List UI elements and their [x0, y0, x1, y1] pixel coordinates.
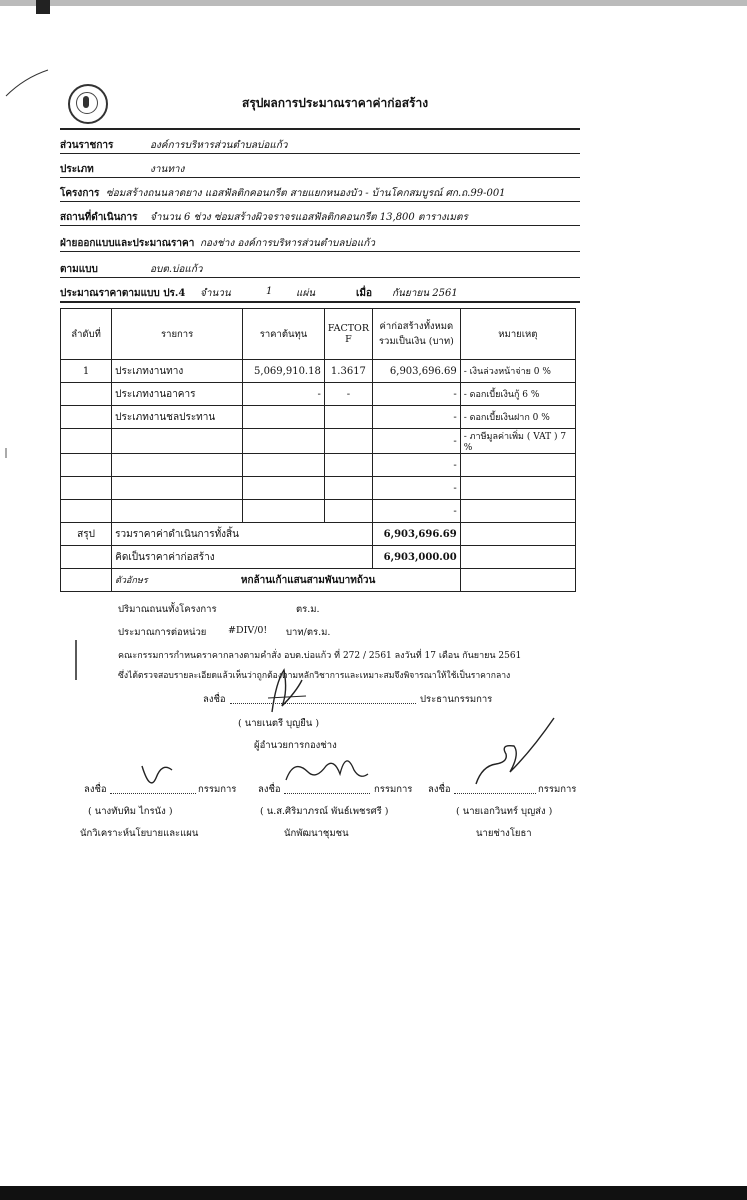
document-title: สรุปผลการประมาณราคาค่าก่อสร้าง	[242, 96, 429, 110]
header-item: รายการ	[112, 309, 243, 360]
header-no: ลำดับที่	[61, 309, 112, 360]
when-label: เมื่อ	[356, 288, 373, 299]
row-item	[112, 500, 243, 523]
table-row	[61, 429, 576, 454]
summary-spacer	[61, 546, 112, 569]
row-item	[112, 429, 243, 454]
row-cost	[243, 406, 325, 429]
member2-role: กรรมการ	[374, 784, 413, 795]
summary-rounded-row	[61, 546, 576, 569]
total-cost-label: รวมราคาค่าดำเนินการทั้งสิ้น	[112, 523, 373, 546]
row-note	[460, 454, 575, 477]
row-note	[460, 477, 575, 500]
row-note	[460, 500, 575, 523]
table-header-row	[61, 309, 576, 360]
row-no	[61, 500, 112, 523]
row-no	[61, 383, 112, 406]
unit-price-unit: บาท/ตร.ม.	[286, 627, 331, 638]
scan-bottom-edge	[0, 1186, 747, 1200]
row-factor	[324, 406, 372, 429]
row-factor: -	[324, 383, 372, 406]
scan-stroke-mark	[6, 70, 48, 96]
divider	[60, 251, 580, 252]
member2-position: นักพัฒนาชุมชน	[284, 828, 349, 839]
type-value: งานทาง	[150, 164, 185, 175]
member1-signature-image	[138, 758, 178, 794]
row-factor	[324, 477, 372, 500]
verified-text: ซึ่งได้ตรวจสอบรายละเอียดแล้วเห็นว่าถูกต้องตามหลักวิชาการและเหมาะสมจึงพิจารณาให้ใช้เป็นราคากลาง	[118, 671, 511, 681]
summary-note-cell	[460, 569, 575, 592]
row-note: - เงินล่วงหน้าจ่าย 0 %	[460, 360, 575, 383]
summary-label: สรุป	[61, 523, 112, 546]
location-value: จำนวน 6 ช่วง ซ่อมสร้างผิวจราจรแอสฟัลติกคอนกรีต 13,800 ตารางเมตร	[150, 212, 468, 223]
row-cost: -	[243, 383, 325, 406]
row-item: ประเภทงานทาง	[112, 360, 243, 383]
summary-words-row	[61, 569, 576, 592]
row-factor	[324, 500, 372, 523]
sheet-label: แผ่น	[296, 288, 316, 299]
member2-name: ( น.ส.ศิริมาภรณ์ พันธ์เพชรศรี )	[260, 806, 389, 817]
project-value: ซ่อมสร้างถนนลาดยาง แอสฟัลติกคอนกรีต สายแยกหนองบัว - บ้านโคกสมบูรณ์ ศก.ถ.99-001	[106, 188, 506, 199]
agency-label: ส่วนราชการ	[60, 140, 114, 151]
summary-note-cell	[460, 546, 575, 569]
chair-sign-line	[230, 702, 416, 704]
project-label: โครงการ	[60, 188, 100, 199]
member1-role: กรรมการ	[198, 784, 237, 795]
divider	[60, 301, 580, 303]
plan-label: ตามแบบ	[60, 264, 98, 275]
row-note: - ดอกเบี้ยเงินฝาก 0 %	[460, 406, 575, 429]
cost-summary-table	[60, 308, 576, 592]
words-cell	[112, 569, 461, 592]
header-factor: FACTOR F	[324, 309, 372, 360]
table-row	[61, 406, 576, 429]
divider	[60, 277, 580, 278]
row-factor: 1.3617	[324, 360, 372, 383]
row-total: -	[373, 454, 461, 477]
row-factor	[324, 429, 372, 454]
summary-spacer	[61, 569, 112, 592]
total-cost-value: 6,903,696.69	[373, 523, 461, 546]
row-item: ประเภทงานอาคาร	[112, 383, 243, 406]
divider	[60, 128, 580, 130]
volume-label: ปริมาณถนนทั้งโครงการ	[118, 604, 217, 615]
estimate-label: ประมาณราคาตามแบบ ปร.4	[60, 288, 186, 299]
row-cost	[243, 500, 325, 523]
table-row	[61, 477, 576, 500]
member1-sign-prefix: ลงชื่อ	[84, 784, 107, 795]
divider	[60, 177, 580, 178]
qty-value: 1	[266, 286, 273, 297]
table-row	[61, 360, 576, 383]
row-factor	[324, 454, 372, 477]
words-value: หกล้านเก้าแสนสามพันบาทถ้วน	[240, 574, 376, 586]
summary-total-row	[61, 523, 576, 546]
unit-price-value: #DIV/0!	[228, 625, 268, 636]
row-cost	[243, 477, 325, 500]
chair-role: ประธานกรรมการ	[420, 694, 493, 705]
member2-sign-prefix: ลงชื่อ	[258, 784, 281, 795]
volume-unit: ตร.ม.	[296, 604, 320, 615]
row-no	[61, 454, 112, 477]
divider	[60, 201, 580, 202]
member3-name: ( นายเอกวินทร์ บุญส่ง )	[456, 806, 553, 817]
words-label: ตัวอักษร	[115, 575, 148, 586]
member3-sign-prefix: ลงชื่อ	[428, 784, 451, 795]
type-label: ประเภท	[60, 164, 94, 175]
divider	[60, 225, 580, 226]
row-total: -	[373, 406, 461, 429]
table-row	[61, 500, 576, 523]
row-note: - ดอกเบี้ยเงินกู้ 6 %	[460, 383, 575, 406]
row-item	[112, 454, 243, 477]
chair-signature-image	[262, 662, 312, 718]
chair-name: ( นายเนตรี บุญยืน )	[238, 718, 320, 729]
row-cost	[243, 429, 325, 454]
chair-position: ผู้อำนวยการกองช่าง	[254, 740, 337, 751]
member3-position: นายช่างโยธา	[476, 828, 532, 839]
row-total: 6,903,696.69	[373, 360, 461, 383]
agency-seal-logo	[68, 84, 108, 124]
plan-value: อบต.บ่อแก้ว	[150, 264, 203, 275]
row-no: 1	[61, 360, 112, 383]
member2-signature-image	[282, 744, 372, 790]
committee-text: คณะกรรมการกำหนดราคากลางตามคำสั่ง อบต.บ่อแก้ว ที่ 272 / 2561 ลงวันที่ 17 เดือน กันยายน 2561	[118, 651, 522, 661]
member2-sign-line	[284, 792, 370, 794]
rounded-value: 6,903,000.00	[373, 546, 461, 569]
agency-value: องค์การบริหารส่วนตำบลบ่อแก้ว	[150, 140, 288, 151]
rounded-label: คิดเป็นราคาค่าก่อสร้าง	[112, 546, 373, 569]
chair-sign-prefix: ลงชื่อ	[203, 694, 226, 705]
header-cost: ราคาต้นทุน	[243, 309, 325, 360]
designer-value: กองช่าง องค์การบริหารส่วนตำบลบ่อแก้ว	[200, 238, 375, 249]
seal-emblem	[83, 96, 89, 108]
when-value: กันยายน 2561	[392, 288, 458, 299]
header-note: หมายเหตุ	[460, 309, 575, 360]
row-item	[112, 477, 243, 500]
row-note: - ภาษีมูลค่าเพิ่ม ( VAT ) 7 %	[460, 429, 575, 454]
member3-signature-image	[460, 714, 560, 794]
table-row	[61, 383, 576, 406]
unit-price-label: ประมาณการต่อหน่วย	[118, 627, 207, 638]
qty-label: จำนวน	[200, 288, 231, 299]
header-total: ค่าก่อสร้างทั้งหมด รวมเป็นเงิน (บาท)	[373, 309, 461, 360]
member3-role: กรรมการ	[538, 784, 577, 795]
row-total: -	[373, 429, 461, 454]
member1-name: ( นางทับทิม ไกรนัง )	[88, 806, 173, 817]
row-total: -	[373, 500, 461, 523]
divider	[60, 153, 580, 154]
row-item: ประเภทงานชลประทาน	[112, 406, 243, 429]
row-cost	[243, 454, 325, 477]
row-total: -	[373, 383, 461, 406]
row-no	[61, 477, 112, 500]
row-total: -	[373, 477, 461, 500]
summary-note-cell	[460, 523, 575, 546]
location-label: สถานที่ดำเนินการ	[60, 212, 138, 223]
designer-label: ฝ่ายออกแบบและประมาณราคา	[60, 238, 195, 249]
row-no	[61, 406, 112, 429]
table-row	[61, 454, 576, 477]
row-no	[61, 429, 112, 454]
member1-position: นักวิเคราะห์นโยบายและแผน	[80, 828, 199, 839]
row-cost: 5,069,910.18	[243, 360, 325, 383]
